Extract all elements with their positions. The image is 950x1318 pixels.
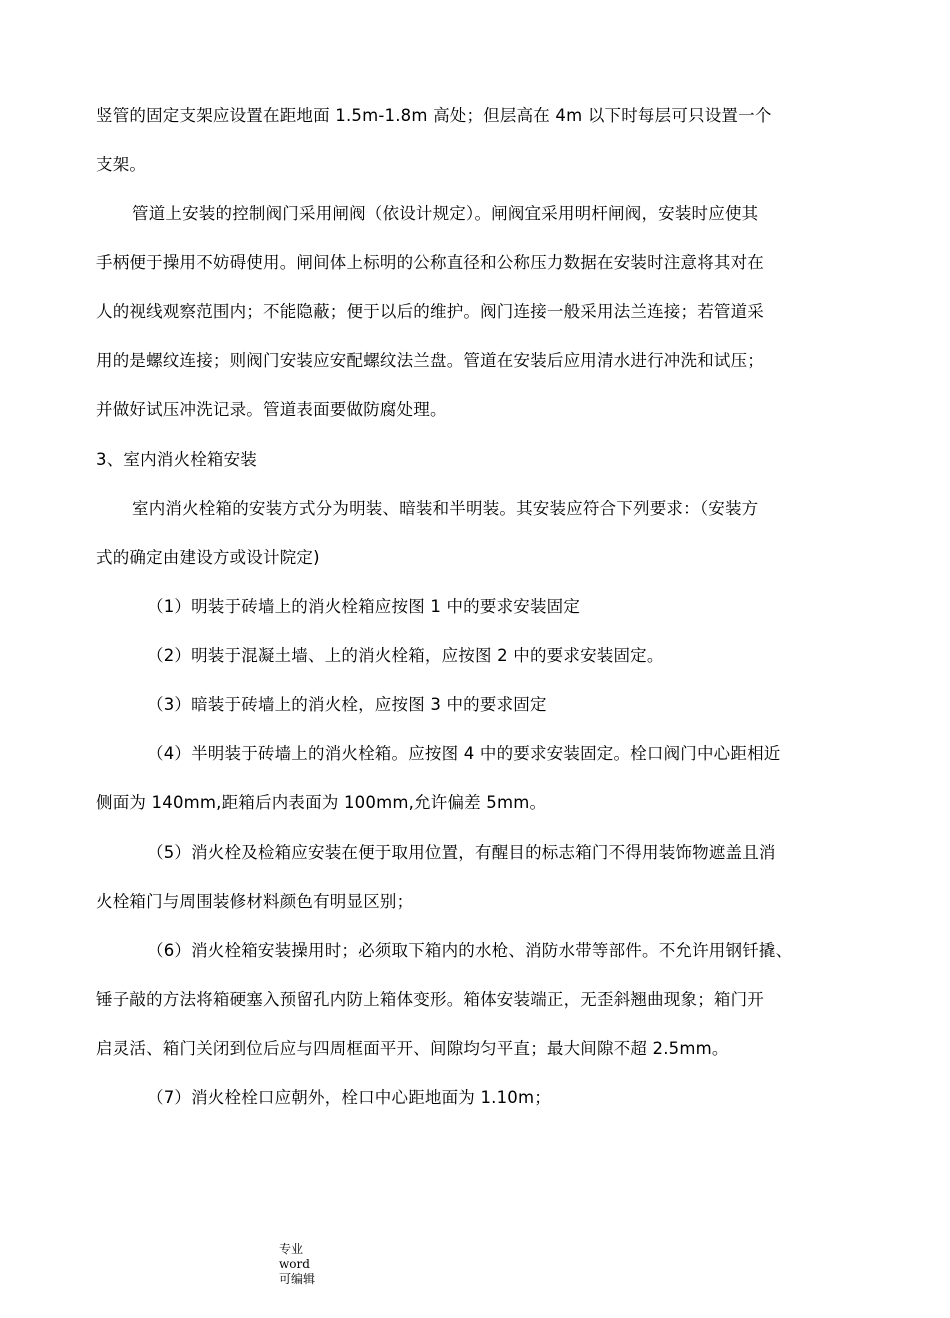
footer-line: 可编辑 [279,1272,316,1286]
list-item: （2）明装于混凝土墙、上的消火栓箱，应按图 2 中的要求安装固定。 [147,646,664,665]
list-item: （7）消火栓栓口应朝外，栓口中心距地面为 1.10m； [147,1088,551,1107]
footer-line: 专业 [279,1242,304,1256]
paragraph-line: 火栓箱门与周围装修材料颜色有明显区别； [96,892,414,911]
paragraph-line: 并做好试压冲洗记录。管道表面要做防腐处理。 [96,400,447,419]
list-item: （3）暗装于砖墙上的消火栓，应按图 3 中的要求固定 [147,695,547,714]
paragraph-line: 手柄便于操用不妨碍使用。闸间体上标明的公称直径和公称压力数据在安装时注意将其对在 [96,253,764,272]
list-item: （4）半明装于砖墙上的消火栓箱。应按图 4 中的要求安装固定。栓口阀门中心距相近 [147,744,781,763]
paragraph-line: 启灵活、箱门关闭到位后应与四周框面平开、间隙均匀平直；最大间隙不超 2.5mm。 [96,1039,729,1058]
page-footer [279,1242,315,1287]
list-item: （5）消火栓及检箱应安装在便于取用位置，有醒目的标志箱门不得用装饰物遮盖且消 [147,843,776,862]
list-item: （1）明装于砖墙上的消火栓箱应按图 1 中的要求安装固定 [147,597,581,616]
paragraph-line: 人的视线观察范围内；不能隐蔽；便于以后的维护。阀门连接一般采用法兰连接；若管道采 [96,302,764,321]
paragraph-line: 竖管的固定支架应设置在距地面 1.5m-1.8m 高处；但层高在 4m 以下时每层可只设置一个 [96,106,772,125]
paragraph-line: 支架。 [96,155,147,174]
list-item: （6）消火栓箱安装操用时；必须取下箱内的水枪、消防水带等部件。不允许用钢钎撬、 [147,941,793,960]
paragraph-line: 室内消火栓箱的安装方式分为明装、暗装和半明装。其安装应符合下列要求：（安装方 [132,499,759,518]
paragraph-line: 锤子敲的方法将箱硬塞入预留孔内防上箱体变形。箱体安装端正，无歪斜翘曲现象；箱门开 [96,990,764,1009]
paragraph-line: 侧面为 140mm,距箱后内表面为 100mm,允许偏差 5mm。 [96,793,547,812]
paragraph-line: 用的是螺纹连接；则阀门安装应安配螺纹法兰盘。管道在安装后应用清水进行冲洗和试压； [96,351,764,370]
section-heading: 3、室内消火栓箱安装 [96,450,257,469]
footer-line: word [279,1257,310,1271]
paragraph-line: 管道上安装的控制阀门采用闸阀（依设计规定）。闸阀宜采用明杆闸阀，安装时应使其 [132,204,759,223]
paragraph-line: 式的确定由建设方或设计院定) [96,548,320,567]
